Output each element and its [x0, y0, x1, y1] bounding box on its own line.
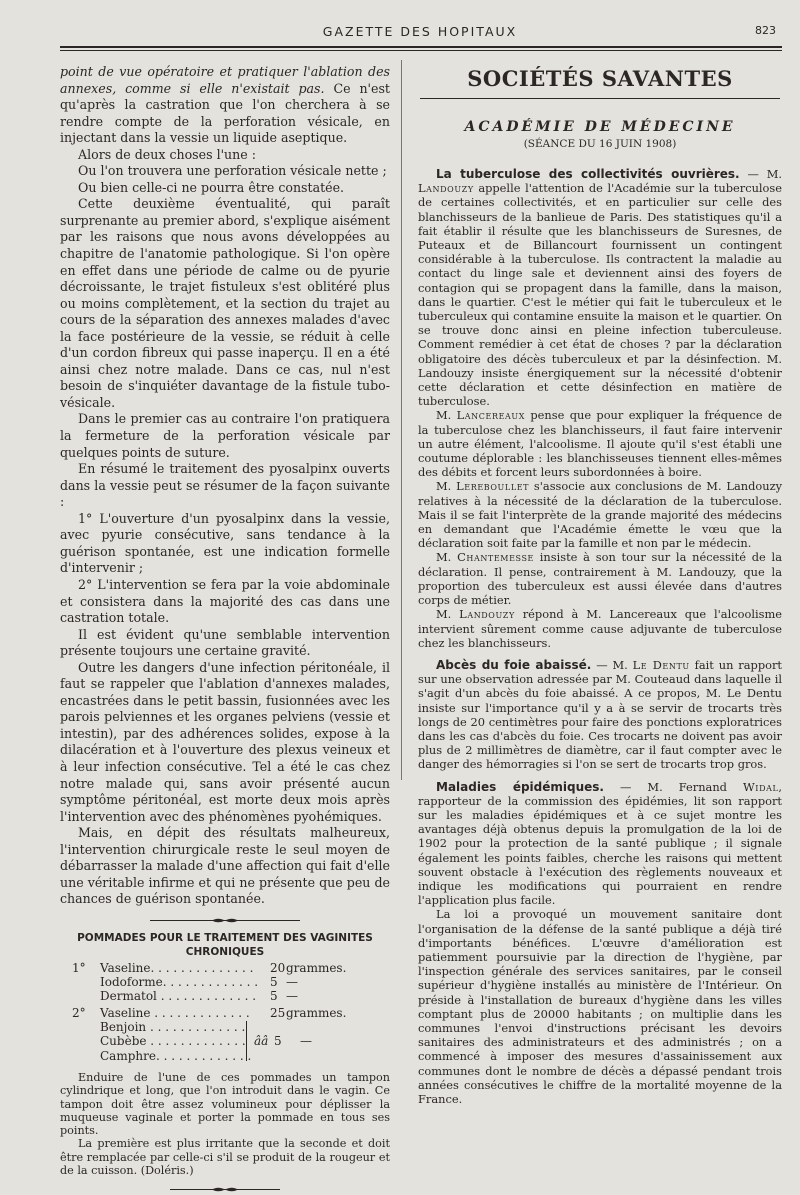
- paragraph: M. Lereboullet s'associe aux conclusions de M. Landouzy relatives à la nécessité de la déclaration de la tuberculose. Mais il se fait l'interprète de la grande majorité des médecins en demandant que l'Académie émette le vœu que la déclaration soit faite par la famille et non par le médecin.: [418, 479, 783, 551]
- paragraph: 2° L'intervention se fera par la voie abdominale et consistera dans la majorité des cas dans une castration totale.: [60, 576, 390, 626]
- paragraph: La tuberculose des collectivités ouvrières. — M. Landouzy appelle l'attention de l'Académie sur la tuberculose de certaines collectivités, et en particulier sur celle des blanchisseurs de la banlieue de Paris. Des statistiques qu'il a fait établir il résulte que les blanchisseurs de Suresnes, de Puteaux et de Billancourt fournissent un contingent considérable à la tuberculose. Ils contractent la maladie au contact du linge sale et deviennent ainsi des foyers de contagion qui se propagent dans la famille, dans la maison, dans le quartier. C'est le métier qui fait le tuberculeux et le tuberculeux qui contamine ensuite la maison et le quartier. On se trouve donc ainsi en pleine infection tuberculeuse. Comment remédier à cet état de choses ? par la déclaration obligatoire des décès tuberculeux et par la désinfection. M. Landouzy insiste énergiquement sur la nécessité d'obtenir cette déclaration et cette désinfection en matière de tuberculose.: [418, 167, 782, 409]
- paragraph: En résumé le traitement des pyosalpinx ouverts dans la vessie peut se résumer de la façon suivante :: [60, 461, 390, 510]
- topic-heading: Abcès du foie abaissé.: [436, 657, 592, 672]
- column-divider: [401, 60, 402, 780]
- formula-2: [60, 1006, 390, 1063]
- speaker-name: Chantemesse: [457, 550, 534, 565]
- right-column: [418, 64, 782, 1106]
- paragraph: M. Chantemesse insiste à son tour sur la nécessité de la déclaration. Il pense, contrairement à M. Landouzy, que la proportion des tuberculeux est aussi élevée dans d'autres corps de métier.: [418, 550, 782, 608]
- paragraph: M. Landouzy répond à M. Lancereaux que l'alcoolisme intervient sûrement comme cause adjuvante de tuberculose chez les blanchisseurs.: [418, 607, 783, 650]
- paragraph: point de vue opératoire et pratiquer l'ablation des annexes, comme si elle n'existait pas. Ce n'est qu'après la castration que l'on cherchera à se rendre compte de la perforation vésicale, en injectant dans la vessie un liquide aseptique.: [60, 64, 390, 146]
- header-rule: [60, 46, 782, 48]
- end-ornament: [170, 1185, 280, 1194]
- paragraph: Maladies épidémiques. — M. Fernand Widal, rapporteur de la commission des épidémies, lit son rapport sur les maladies épidémiques et à ce sujet montre les avantages déjà obtenus depuis la promulgation de la loi de 1902 pour la protection de la santé publique ; il signale également les points faibles, cherche les raisons qui mettent souvent obstacle à l'exécution des règlements nouveaux et indique les modifications qui pourraient en rendre l'application plus facile.: [418, 779, 782, 908]
- header-rule-thin: [60, 50, 782, 51]
- paragraph: Ou l'on trouvera une perforation vésicale nette ;: [78, 163, 387, 179]
- paragraph: Abcès du foie abaissé. — M. Le Dentu fait un rapport sur une observation adressée par M. Couteaud dans laquelle il s'agit d'un abcès du foie abaissé. A ce propos, M. Le Dentu insiste sur l'importance qu'il y a à se servir de trocarts très longs de 20 centimètres pour faire des ponctions exploratrices dans les cas d'abcès du foie. Ces trocarts ne doivent pas avoir plus de 2 millimètres de diamètre, car il faut compter avec le danger des hémorragies si l'on se sert de trocarts trop gros.: [418, 657, 782, 772]
- academy-heading: ACADÉMIE DE MÉDECINE: [464, 119, 736, 135]
- paragraph: Cette deuxième éventualité, qui paraît surprenante au premier abord, s'explique aisément par les raisons que nous avons développées au chapitre de l'anatomie pathologique. Si l'on opère en effet dans une période de calme ou de pyurie décroissante, le trajet fistuleux s'est oblitéré plus ou moins complètement, et la section du trajet au cours de la séparation des annexes malades d'avec la face postérieure de la vessie, se réduit à celle d'un cordon fibreux qui passe inaperçu. Il en a été ainsi chez notre malade. Dans ce cas, nul n'est besoin de s'inquiéter davantage de la fistule tubo-vésicale.: [60, 196, 390, 410]
- speaker-name: Widal: [743, 779, 779, 794]
- speaker-name: Landouzy: [459, 607, 515, 622]
- paragraph: M. Lancereaux pense que pour expliquer la fréquence de la tuberculose chez les blanchisseurs, il faut faire intervenir un autre élément, l'alcoolisme. Il ajoute qu'il s'est établi une coutume déplorable : les blanchisseuses tiennent elles-mêmes des débits et forcent leurs subordonnées à boire.: [418, 408, 782, 480]
- formula-row: 1° Vaseline. . . . . . . . . . . . . . 20 grammes.: [72, 960, 347, 975]
- page-number: 823: [755, 24, 776, 37]
- ornament-icon: [210, 1186, 240, 1193]
- seance-date: (SÉANCE DU 16 JUIN 1908): [523, 138, 677, 150]
- note: La première est plus irritante que la seconde et doit être remplacée par celle-ci s'il se produit de la rougeur et de la cuisson. (Doléris.): [60, 1137, 390, 1178]
- left-column: [60, 64, 390, 1194]
- ornament-separator: [150, 916, 300, 925]
- topic-heading: Maladies épidémiques.: [436, 779, 604, 794]
- speaker-name: Le Dentu: [632, 657, 690, 672]
- paragraph: Alors de deux choses l'une :: [78, 146, 256, 162]
- paragraph: Ou bien celle-ci ne pourra être constatée.: [78, 179, 345, 195]
- paragraph: La loi a provoqué un mouvement sanitaire dont l'organisation de la défense de la santé publique a déjà tiré d'importants bénéfices. L'œuvre d'amélioration est patiemment poursuivie par la direction de l'hygiène, par l'inspection générale des services sanitaires, par le conseil supérieur d'hygiène installés au ministère de l'Intérieur. On préside à l'installation de bureaux d'hygiène dans les villes comptant plus de 20000 habitants ; on multiplie dans les communes l'envoi d'instructions précisant les devoirs sanitaires des administrateurs et des administrés ; on a commencé à imposer des mesures d'assainissement aux communes dont le nombre de décès a dépassé pendant trois années consécutives le chiffre de la mortalité moyenne de la France.: [418, 907, 782, 1106]
- formula-row: Dermatol . . . . . . . . . . . . . 5 —: [100, 989, 298, 1004]
- paragraph: 1° L'ouverture d'un pyosalpinx dans la vessie, avec pyurie consécutive, sans tendance à la guérison spontanée, est une indication formelle d'intervenir ;: [60, 510, 390, 576]
- speaker-name: Lancereaux: [456, 408, 526, 423]
- paragraph: Mais, en dépit des résultats malheureux, l'intervention chirurgicale reste le seul moyen de débarrasser la malade d'une affection qui fait d'elle une véritable infirme et qui ne présente que peu de chances de guérison spontanée.: [60, 825, 390, 907]
- formula-row: 2° Vaseline . . . . . . . . . . . . . 25 grammes.: [72, 1005, 347, 1020]
- ornament-icon: [210, 917, 240, 924]
- brace: [238, 1021, 247, 1061]
- section-title: SOCIÉTÉS SAVANTES: [467, 66, 733, 91]
- speaker-name: Lereboullet: [456, 479, 530, 494]
- paragraph: Outre les dangers d'une infection péritonéale, il faut se rappeler que l'ablation d'annexes malades, encastrées dans le petit bassin, fusionnées avec les parois pelviennes et les organes pelviens (vessie et intestin), par des adhérences solides, expose à la dilacération et à l'ouverture des plexus veineux et à leur infection consécutive. Tel a été le cas chez notre malade qui, sans avoir présenté aucun symptôme péritonéal, est morte deux mois après l'intervention avec des phénomènes pyohémiques.: [60, 659, 390, 824]
- formula-row: Benjoin . . . . . . . . . . . . .: [100, 1020, 246, 1035]
- formula-row: Camphre. . . . . . . . . . . . .: [100, 1048, 252, 1063]
- formula-row: Cubèbe . . . . . . . . . . . . . ââ — 5: [100, 1034, 312, 1049]
- paragraph: Dans le premier cas au contraire l'on pratiquera la fermeture de la perforation vésicale par quelques points de suture.: [60, 411, 390, 460]
- pommades-title: POMMADES POUR LE TRAITEMENT DES VAGINITES CHRONIQUES: [77, 931, 373, 958]
- note: Enduire de l'une de ces pommades un tampon cylindrique et long, que l'on introduit dans le vagin. Ce tampon doit être assez volumineux pour déplisser la muqueuse vaginale et porter la pommade en tous ses points.: [60, 1070, 390, 1138]
- section-rule: [420, 98, 780, 99]
- paragraph: Il est évident qu'une semblable intervention présente toujours une certaine gravité.: [60, 626, 390, 659]
- pommades-notes: [60, 1071, 390, 1177]
- running-head: [60, 24, 780, 42]
- speaker-name: Landouzy: [418, 181, 474, 196]
- formula-row: Iodoforme. . . . . . . . . . . . . 5 —: [100, 975, 298, 990]
- formula-1: [60, 961, 390, 1004]
- running-title: GAZETTE DES HOPITAUX: [322, 24, 518, 39]
- topic-heading: La tuberculose des collectivités ouvrières.: [436, 167, 740, 181]
